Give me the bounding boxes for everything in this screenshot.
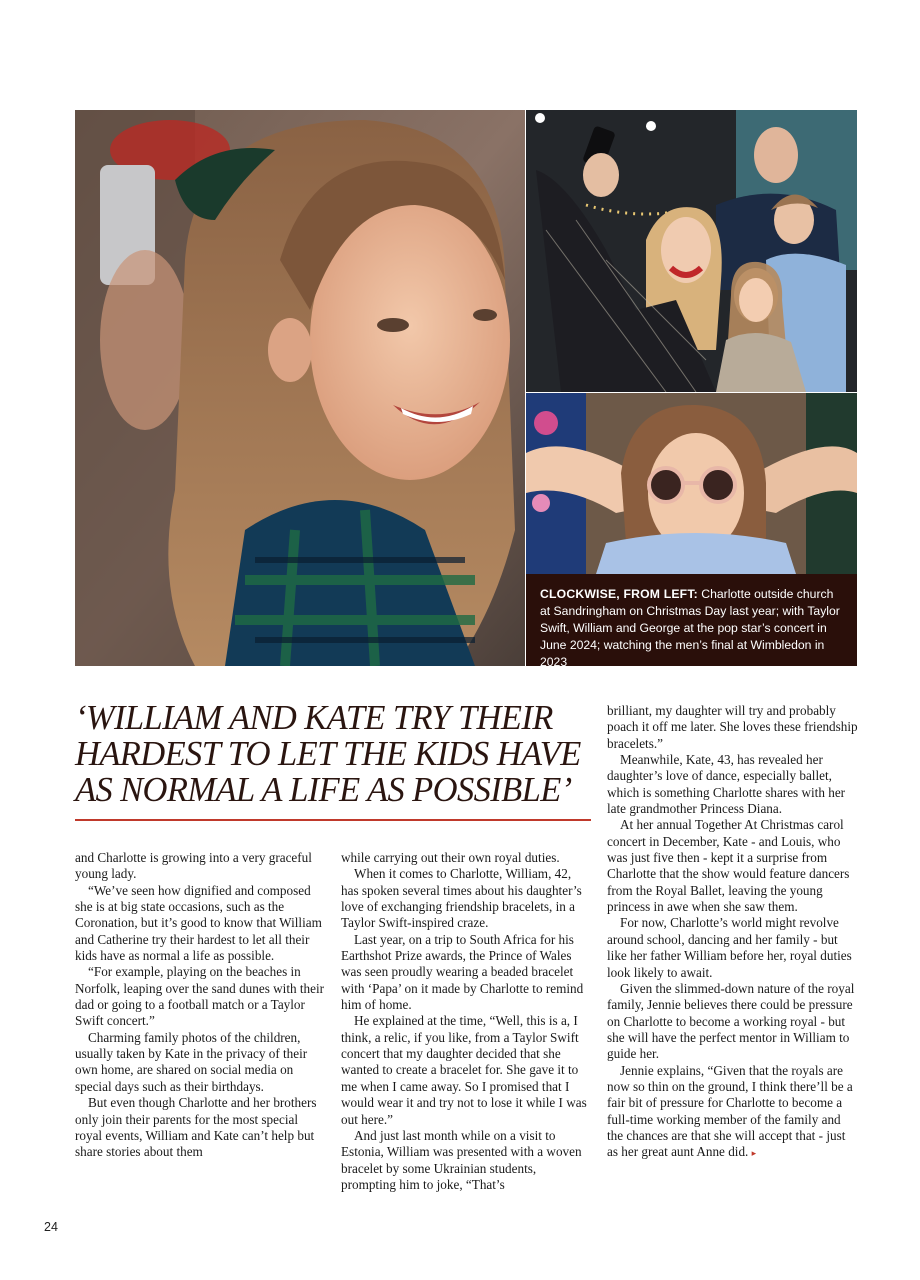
- paragraph: brilliant, my daughter will try and probably poach it off me later. She loves these friendship bracelets.”: [607, 703, 858, 751]
- article-column-1: [75, 850, 325, 1161]
- article-column-3: [607, 703, 859, 1162]
- paragraph: while carrying out their own royal duties.: [341, 850, 560, 865]
- photo-caption: [526, 574, 857, 669]
- paragraph: He explained at the time, “Well, this is a, I think, a relic, if you like, from a Taylor Swift concert that my daughter decided that she wanted to create a bracelet for. She gave it to me when I came away. So I promised that I would wear it and try not to lose it while I was out here.”: [341, 1013, 587, 1127]
- pull-quote: ‘WILLIAM AND KATE TRY THEIR HARDEST TO LET THE KIDS HAVE AS NORMAL A LIFE AS POSSIBLE’: [75, 699, 581, 809]
- paragraph: For now, Charlotte’s world might revolve around school, dancing and her family - but like her father William before her, royal duties look likely to await.: [607, 915, 852, 980]
- paragraph-last: [607, 1063, 859, 1162]
- paragraph: And just last month while on a visit to Estonia, William was presented with a woven bracelet by some Ukrainian students, prompting him to joke, “That’s: [341, 1127, 582, 1192]
- paragraph: Last year, on a trip to South Africa for his Earthshot Prize awards, the Prince of Wales was seen proudly wearing a beaded bracelet with ‘Papa’ on it made by Charlotte to remind him of home.: [341, 931, 584, 1013]
- caption-lead: CLOCKWISE, FROM LEFT:: [540, 587, 698, 601]
- paragraph: Meanwhile, Kate, 43, has revealed her daughter’s love of dance, especially ballet, which is something Charlotte shares with her late grandmother Princess Diana.: [607, 752, 846, 817]
- paragraph: “We’ve seen how dignified and composed she is at big state occasions, such as the Coronation, but it’s good to know that William and Catherine try their hardest to let all their kids have as normal a life as possible.: [75, 882, 322, 964]
- paragraph: When it comes to Charlotte, William, 42, has spoken several times about his daughter’s love of exchanging friendship bracelets, in a Taylor Swift-inspired craze.: [341, 866, 582, 931]
- paragraph: “For example, playing on the beaches in Norfolk, leaping over the sand dunes with their dad or going to a football match or a Taylor Swift concert.”: [75, 964, 325, 1029]
- paragraph: Given the slimmed-down nature of the royal family, Jennie believes there could be pressure on Charlotte to become a working royal - but she will have the perfect mentor in William to guide her.: [607, 980, 855, 1062]
- paragraph: At her annual Together At Christmas carol concert in December, Kate - and Louis, who was just five then - kept it a surprise from Charlotte that the show would feature dancers from the Royal Ballet, leaving the young princess in awe when she saw them.: [607, 817, 850, 915]
- end-of-article-icon: ▸: [751, 1148, 757, 1159]
- pull-quote-divider: [75, 819, 591, 821]
- paragraph: Charming family photos of the children, usually taken by Kate in the privacy of their own home, are shared on social media on special days such as their birthdays.: [75, 1029, 308, 1094]
- caption-text: Charlotte outside church at Sandringham on Christmas Day last year; with Taylor Swift, William and George at the pop star’s concert in June 2024; watching the men’s final at Wimbledon in 2023: [540, 587, 840, 669]
- paragraph: But even though Charlotte and her brothers only join their parents for the most special royal events, William and Kate can’t help but share stories about them: [75, 1095, 317, 1160]
- article-column-2: [341, 850, 591, 1193]
- paragraph: and Charlotte is growing into a very graceful young lady.: [75, 850, 312, 882]
- photo-wimbledon: [526, 393, 857, 574]
- paragraph-text: Jennie explains, “Given that the royals are now so thin on the ground, I think there’ll be a fair bit of pressure for Charlotte to become a full-time working member of the family and the chances are that she will accept that - just as her great aunt Anne did.: [607, 1062, 853, 1160]
- photo-charlotte-christmas: [75, 110, 525, 666]
- page-number: 24: [44, 1220, 58, 1234]
- photo-taylor-swift-concert: [526, 110, 857, 392]
